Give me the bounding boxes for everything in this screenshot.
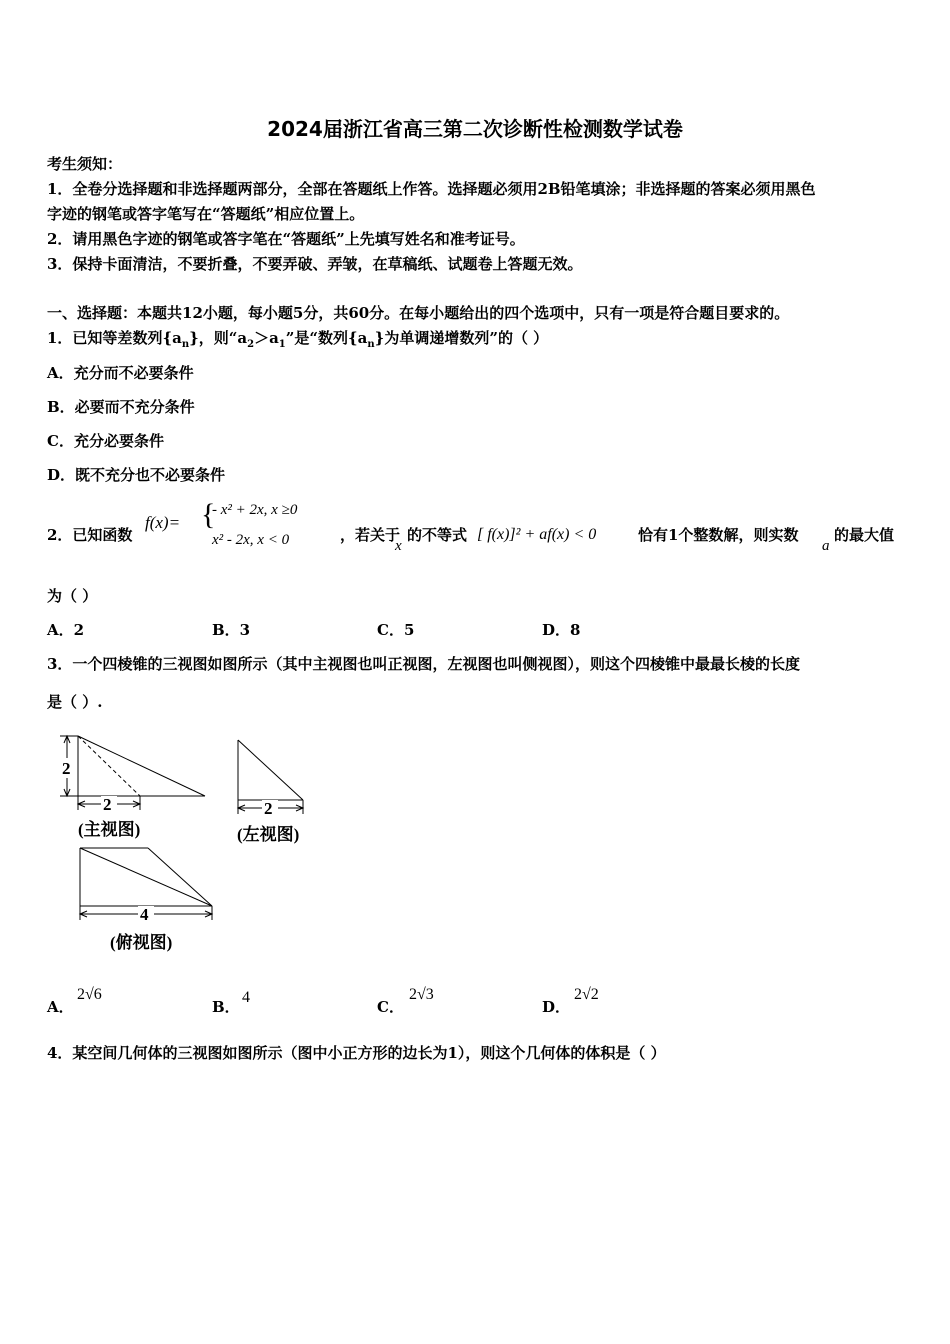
q2-var-x: x [395,538,402,554]
front-view-label: (主视图) [78,820,141,839]
q2-brace: { [201,498,216,531]
q3-option-d-letter: D． [542,998,571,1016]
q2-inequality: [ f(x)]² + af(x) < 0 [477,526,597,543]
q2-option-b: B．3 [212,621,251,639]
q2-lead: 2．已知函数 [47,526,133,544]
page-title: 2024届浙江省高三第二次诊断性检测数学试卷 [267,117,683,141]
q1-stem: 1．已知等差数列$\{a_n\}$，则“$a_2>a_1$”是“数列$\{a_n\}$为单调递增数列”的（ ） [47,329,549,350]
top-view-label: (俯视图) [110,933,173,952]
q2-mid2: 的不等式 [407,526,468,544]
q1-option-c: C．充分必要条件 [47,432,164,450]
front-width-dim: 2 [103,795,112,814]
q3-option-a-letter: A． [47,998,74,1016]
section-heading: 一、选择题：本题共12小题，每小题5分，共60分。在每小题给出的四个选项中，只有一项是符合题目要求的。 [47,304,790,322]
q2-mid: ，若关于 [340,526,401,544]
q2-case-2: x² - 2x, x < 0 [212,532,290,548]
q2-tail: 恰有1个整数解，则实数 [638,526,799,544]
q3-option-b-value: 4 [242,989,250,1006]
q3-stem-1: 3．一个四棱锥的三视图如图所示（其中主视图也叫正视图，左视图也叫侧视图），则这个四棱锥中最最长棱的长度 [47,655,800,673]
q3-option-c-letter: C． [377,998,404,1016]
q4-stem: 4．某空间几何体的三视图如图所示（图中小正方形的边长为1），则这个几何体的体积是（ ） [47,1044,666,1062]
notice-item-2: 2．请用黑色字迹的钢笔或答字笔在“答题纸”上先填写姓名和准考证号。 [47,230,525,248]
q2-tail2: 的最大值 [834,526,895,544]
side-view-label: (左视图) [237,825,300,844]
front-view [60,736,205,810]
q2-case-1: - x² + 2x, x ≥0 [212,502,298,518]
q2-option-c: C．5 [377,621,415,639]
notice-item-3: 3．保持卡面清洁，不要折叠，不要弄破、弄皱，在草稿纸、试题卷上答题无效。 [47,255,583,273]
notice-item-1-cont: 字迹的钢笔或答字笔写在“答题纸”相应位置上。 [47,205,365,223]
q1-option-d: D．既不充分也不必要条件 [47,466,226,484]
top-width-dim: 4 [140,905,149,924]
q2-var-a: a [822,538,830,554]
front-height-dim: 2 [62,759,71,778]
q1-option-b: B．必要而不充分条件 [47,398,195,416]
q3-stem-2: 是（ ）. [47,693,103,711]
q2-option-d: D．8 [542,621,581,639]
q1-option-a: A．充分而不必要条件 [47,364,194,382]
q2-stem-line2: 为（ ） [47,587,98,605]
q3-option-d-value: 2√2 [574,986,599,1003]
notice-item-1: 1．全卷分选择题和非选择题两部分，全部在答题纸上作答。选择题必须用2B铅笔填涂；非选择题的答案必须用黑色 [47,180,816,198]
notice-heading: 考生须知： [47,155,123,173]
side-width-dim: 2 [264,799,273,818]
q3-option-c-value: 2√3 [409,986,434,1003]
q2-fx: f(x)= [145,513,181,532]
q3-option-b-letter: B． [212,998,240,1016]
q2-option-a: A．2 [47,621,85,639]
q3-option-a-value: 2√6 [77,986,102,1003]
